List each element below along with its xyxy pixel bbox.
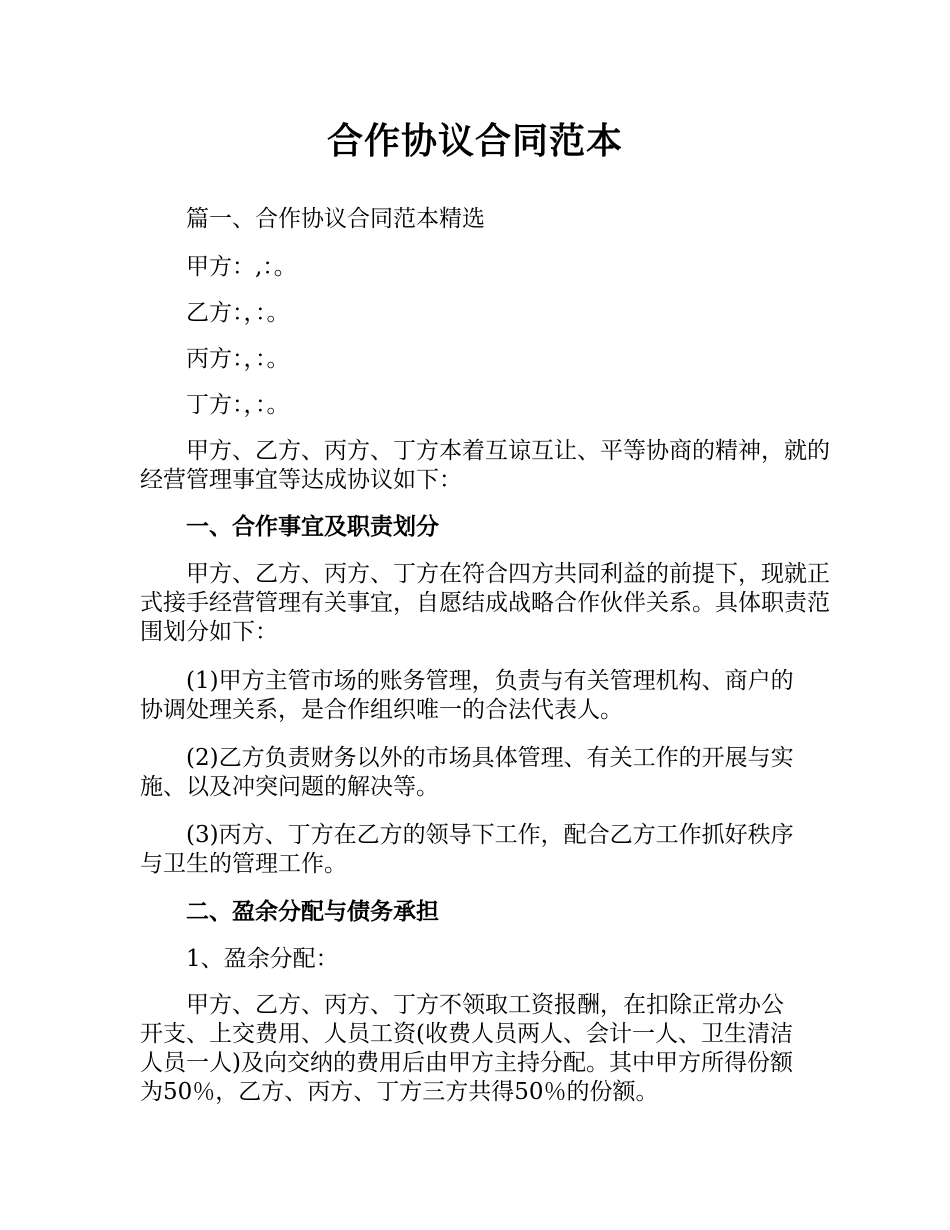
duty-item-2: (2)乙方负责财务以外的市场具体管理、有关工作的开展与实施、以及冲突问题的解决等。: [140, 745, 794, 800]
section-heading-profit: 二、盈余分配与债务承担: [186, 899, 439, 925]
duty-item-3: (3)丙方、丁方在乙方的领导下工作，配合乙方工作抓好秩序与卫生的管理工作。: [140, 822, 794, 877]
party-c-line: 丙方：，：。: [186, 346, 290, 372]
party-a-line: 甲方：,：。: [186, 254, 297, 280]
party-d-line: 丁方：，：。: [186, 392, 290, 418]
profit-paragraph: 甲方、乙方、丙方、丁方不领取工资报酬，在扣除正常办公开支、上交费用、人员工资(收费人员两人、会计一人、卫生清洁人员一人)及向交纳的费用后由甲方主持分配。其中甲方所得份额为50％，乙方、丙方、丁方三方共得50％的份额。: [140, 992, 793, 1105]
cooperation-paragraph: 甲方、乙方、丙方、丁方在符合四方共同利益的前提下，现就正式接手经营管理有关事宜，自愿结成战略合作伙伴关系。具体职责范围划分如下：: [140, 561, 830, 645]
section-heading-part-one: 篇一、合作协议合同范本精选: [186, 206, 485, 232]
document-title: 合作协议合同范本: [326, 121, 623, 162]
intro-paragraph: 甲方、乙方、丙方、丁方本着互谅互让、平等协商的精神，就的经营管理事宜等达成协议如下：: [140, 438, 830, 493]
section-heading-cooperation: 一、合作事宜及职责划分: [186, 514, 439, 540]
profit-subheading: 1、盈余分配：: [186, 946, 339, 972]
party-b-line: 乙方：，：。: [186, 300, 290, 326]
duty-item-1: (1)甲方主管市场的账务管理，负责与有关管理机构、商户的协调处理关系，是合作组织唯一的合法代表人。: [140, 668, 794, 723]
